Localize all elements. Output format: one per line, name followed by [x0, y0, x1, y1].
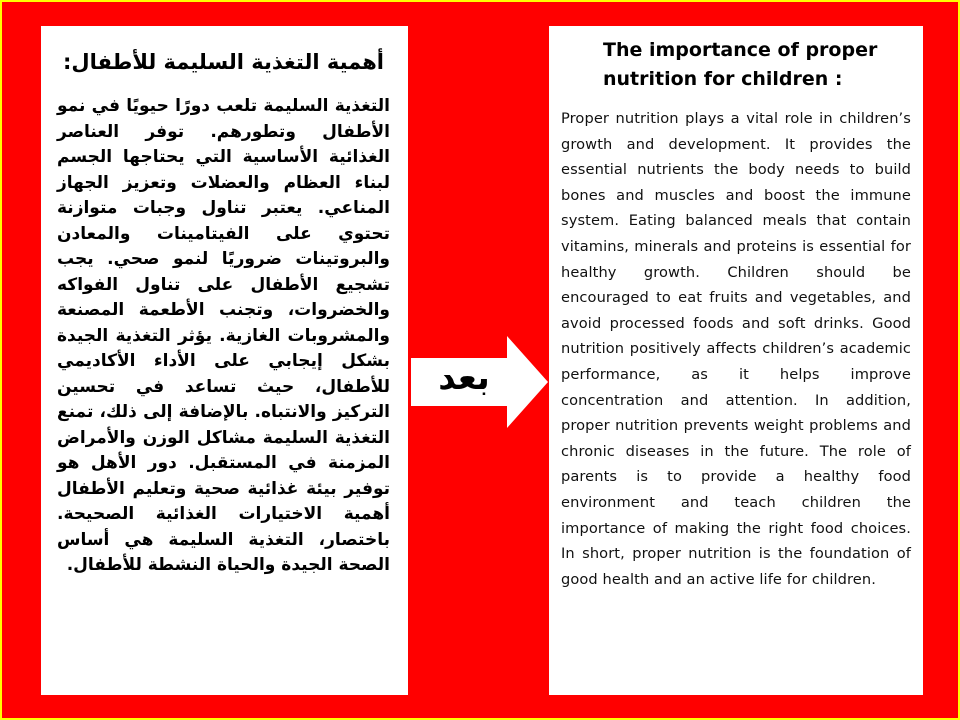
- after-arrow: [411, 336, 549, 428]
- arrow-label: بعد: [438, 358, 490, 398]
- arabic-title: أهمية التغذية السليمة للأطفال:: [63, 50, 384, 74]
- arabic-body: التغذية السليمة تلعب دورًا حيويًا في نمو الأطفال وتطورهم. توفر العناصر الغذائية الأساسية التي يحتاجها الجسم لبناء العظام والعضلات وتعزيز الجهاز المناعي. يعتبر تناول وجبات متوازنة تحتوي على الفيتامينات والمعادن والبروتينات ضروريًا لنمو صحي. يجب تشجيع الأطفال على تناول الفواكه والخضروات، وتجنب الأطعمة المصنعة والمشروبات الغازية. يؤثر التغذية الجيدة بشكل إيجابي على الأداء الأكاديمي للأطفال، حيث تساعد في تحسين التركيز والانتباه. بالإضافة إلى ذلك، تمنع التغذية السليمة مشاكل الوزن والأمراض المزمنة في المستقبل. دور الأهل هو توفير بيئة غذائية صحية وتعليم الأطفال أهمية الاختيارات الغذائية الصحيحة. باختصار، التغذية السليمة هي أساس الصحة الجيدة والحياة النشطة للأطفال.: [57, 96, 390, 575]
- english-body: Proper nutrition plays a vital role in children’s growth and development. It provides the essential nutrients the body needs to build bones and muscles and boost the immune system. Eating balanced meals that contain vitamins, minerals and proteins is essential for healthy growth. Children should be encouraged to eat fruits and vegetables, and avoid processed foods and soft drinks. Good nutrition positively affects children’s academic performance, as it helps improve concentration and attention. In addition, proper nutrition prevents weight problems and chronic diseases in the future. The role of parents is to provide a healthy food environment and teach children the importance of making the right food choices. In short, proper nutrition is the foundation of good health and an active life for children.: [561, 110, 911, 588]
- english-text-panel: [549, 26, 923, 695]
- english-title: The importance of proper nutrition for children :: [603, 39, 878, 90]
- arabic-text-panel: [41, 26, 408, 695]
